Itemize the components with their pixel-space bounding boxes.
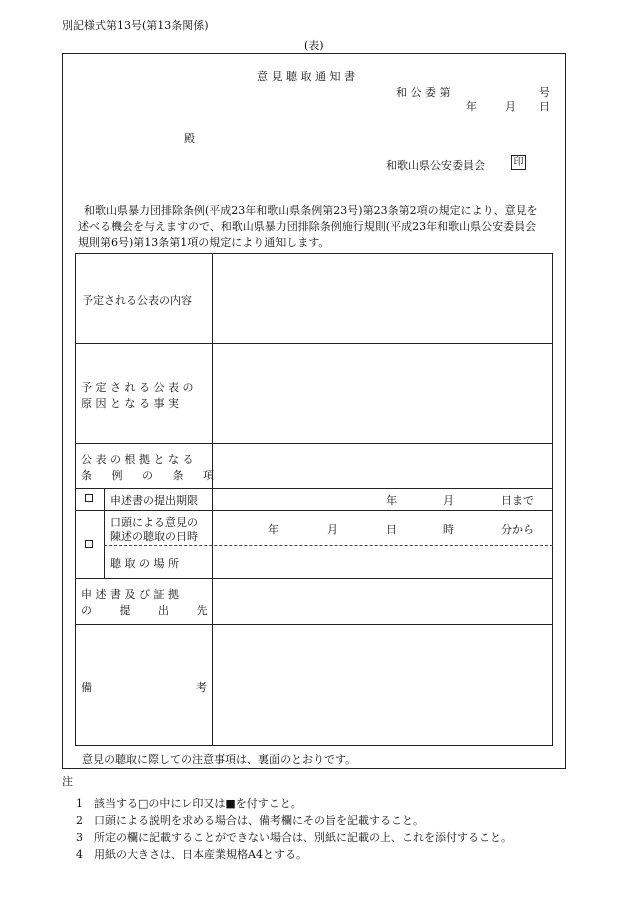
table-divider [104,488,105,578]
row-submission-label-line2: の 提 出 先 [81,604,220,617]
notice-body-line: 規則第6号)第13条第1項の規定により通知します。 [78,236,330,249]
row-oral-hearing-label-line1: 口頭による意見の [110,516,198,529]
side-label: (表) [304,39,324,52]
row-deadline-label: 申述書の提出期限 [110,494,198,507]
row-oral-hearing-hour: 時 [443,523,454,536]
row-cause-label-line1: 予 定 さ れ る 公 表 の [81,381,194,394]
row-scheduled-publication-label: 予定される公表の内容 [82,294,192,307]
note-item: 3 所定の欄に記載することができない場合は、別紙に記載の上、これを添付すること。 [76,831,512,844]
table-rule [75,488,553,489]
date-day: 日 [539,100,550,113]
form-label: 別記様式第13号(第13条関係) [62,19,209,32]
row-deadline-month: 月 [443,494,454,507]
table-rule [75,578,553,579]
row-deadline-year: 年 [386,494,397,507]
table-rule [75,624,553,625]
footer-note: 意見の聴取に際しての注意事項は、裏面のとおりです。 [82,753,357,766]
row-oral-hearing-month: 月 [327,523,338,536]
row-hearing-place-label: 聴 取 の 場 所 [110,557,179,570]
notes-heading: 注 [62,775,73,788]
row-cause-label-line2 [81,395,205,411]
row-remarks-label-start: 備 [81,681,92,694]
table-rule [75,510,553,511]
row-oral-hearing-label-line2: 陳述の聴取の日時 [110,530,198,543]
row-legal-basis-label-line2: 条 例 の 条 項 [81,469,222,482]
table-rule [75,343,553,344]
note-item: 1 該当する□の中にレ印又は■を付すこと。 [76,797,302,810]
oral-hearing-checkbox[interactable] [85,540,93,548]
row-oral-hearing-minute: 分から [501,523,534,536]
row-remarks-label-end: 考 [196,681,207,694]
row-cause-label-text: 原 因 と な る 事 実 [81,397,179,410]
date-month: 月 [505,100,516,113]
table-divider [212,253,213,746]
issuer-name: 和歌山県公安委員会 [386,159,485,172]
notice-title: 意 見 聴 取 通 知 書 [257,70,355,83]
row-oral-hearing-day: 日 [386,523,397,536]
row-oral-hearing-year: 年 [268,523,279,536]
table-dashed-rule [104,545,553,546]
row-deadline-day: 日まで [501,494,534,507]
notice-body-line: 和歌山県暴力団排除条例(平成23年和歌山県条例第23号)第23条第2項の規定により、意見を [84,204,538,217]
date-year: 年 [466,100,477,113]
seal-mark: 印 [511,155,526,170]
table-rule [75,443,553,444]
number-prefix: 和 公 委 第 [396,86,451,99]
note-item: 2 口頭による説明を求める場合は、備考欄にその旨を記載すること。 [76,814,424,827]
note-item: 4 用紙の大きさは、日本産業規格A4とする。 [76,848,307,861]
row-submission-label-line1: 申 述 書 及 び 証 拠 [81,588,179,601]
number-suffix: 号 [539,86,550,99]
notice-body [78,203,562,251]
row-legal-basis-label-line1: 公 表 の 根 拠 と な る [81,453,194,466]
addressee-suffix: 殿 [184,132,195,145]
deadline-checkbox[interactable] [85,494,93,502]
notice-body-line: 述べる機会を与えますので、和歌山県暴力団排除条例施行規則(平成23年和歌山県公安委員会 [78,220,537,233]
